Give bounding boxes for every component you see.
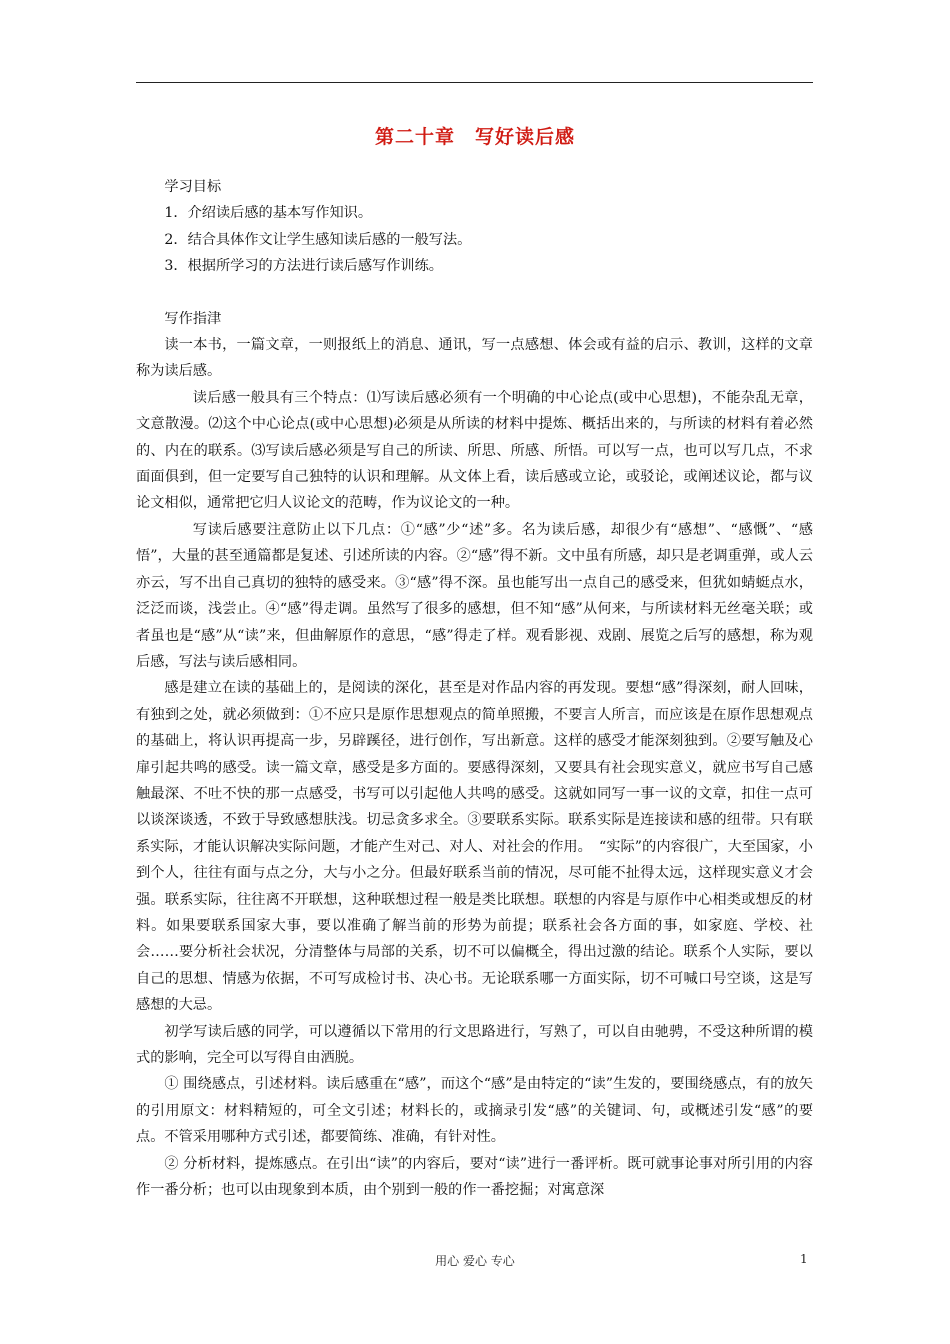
goals-heading: 学习目标 (164, 179, 222, 195)
goal-item: 3．根据所学习的方法进行读后感写作训练。 (164, 258, 443, 275)
spacer (136, 280, 813, 306)
header-rule (136, 82, 813, 83)
chapter-title: 第二十章 写好读后感 (374, 126, 575, 148)
goal-item: 2．结合具体作文让学生感知读后感的一般写法。 (164, 231, 472, 248)
page-number: 1 (800, 1252, 808, 1266)
guide-heading: 写作指津 (164, 310, 222, 327)
body-paragraph: 初学写读后感的同学，可以遵循以下常用的行文思路进行，写熟了，可以自由驰骋，不受这种所谓的模式的影响，完全可以写得自由洒脱。 (136, 1023, 813, 1066)
goal-item: 1．介绍读后感的基本写作知识。 (164, 205, 373, 222)
footer-motto: 用心 爱心 专心 (435, 1254, 515, 1268)
body-paragraph: ① 围绕感点，引述材料。读后感重在“感”，而这个“感”是由特定的“读”生发的，要围绕感点，有的放矢的引用原文：材料精短的，可全文引述；材料长的，或摘录引发“感”的关键词、句，或概述引发“感”的要点。不管采用哪种方式引述，都要简练、准确，有针对性。 (136, 1076, 814, 1146)
body-paragraph: 写读后感要注意防止以下几点：①“感”少“述”多。名为读后感，却很少有“感想”、“感慨”、“感悟”，大量的甚至通篇都是复述、引述所读的内容。②“感”得不新。文中虽有所感，却只是老调重弹，或人云亦云，写不出自己真切的独特的感受来。③“感”得不深。虽也能写出一点自己的感受来，但犹如蜻蜓点水，泛泛而谈，浅尝止。④“感”得走调。虽然写了很多的感想，但不知“感”从何来，与所读材料无丝毫关联；或者虽也是“感”从“读”来，但曲解原作的意思，“感”得走了样。观看影视、戏剧、展览之后写的感想，称为观后感，写法与读后感相同。 (136, 521, 813, 670)
body-paragraph: 感是建立在读的基础上的，是阅读的深化，甚至是对作品内容的再发现。要想“感”得深刻，耐人回味，有独到之处，就必须做到：①不应只是原作思想观点的简单照搬，不要言人所言，而应该是在原作思想观点的基础上，将认识再提高一步，另辟蹊径，进行创作，写出新意。这样的感受才能深刻独到。②要写触及心扉引起共鸣的感受。读一篇文章，感受是多方面的。要感得深刻，又要具有社会现实意义，就应书写自己感触最深、不吐不快的那一点感受，书写可以引起他人共鸣的感受。这就如同写一事一议的文章，扣住一点可以谈深谈透，不致于导致感想肤浅。切忌贪多求全。③要联系实际。联系实际是连接读和感的纽带。只有联系实际，才能认识解决实际问题，才能产生对己、对人、对社会的作用。 “实际”的内容很广，大至国家，小到个人，往往有面与点之分，大与小之分。但最好联系当前的情况，尽可能不扯得太远，这样现实意义才会强。联系实际，往往离不开联想，这种联想过程一般是类比联想。联想的内容是与原作中心相类或想反的材料。如果要联系国家大事，要以准确了解当前的形势为前提；联系社会各方面的事，如家庭、学校、社会……要分析社会状况，分清整体与局部的关系，切不可以偏概全，得出过激的结论。联系个人实际，要以自己的思想、情感为依据，不可写成检讨书、决心书。无论联系哪一方面实际，切不可喊口号空谈，这是写感想的大忌。 (136, 680, 813, 1014)
document-body (136, 174, 813, 1203)
body-paragraph: 读一本书，一篇文章，一则报纸上的消息、通讯，写一点感想、体会或有益的启示、教训，这样的文章称为读后感。 (136, 337, 813, 380)
body-paragraph: ② 分析材料，提炼感点。在引出“读”的内容后，要对“读”进行一番评析。既可就事论事对所引用的内容作一番分析；也可以由现象到本质，由个别到一般的作一番挖掘；对寓意深 (136, 1155, 813, 1199)
body-paragraph: 读后感一般具有三个特点：⑴写读后感必须有一个明确的中心论点(或中心思想)，不能杂乱无章，文意散漫。⑵这个中心论点(或中心思想)必须是从所读的材料中提炼、概括出来的，与所读的材料有着必然的、内在的联系。⑶写读后感必须是写自己的所读、所思、所感、所悟。可以写一点，也可以写几点，不求面面俱到，但一定要写自己独特的认识和理解。从文体上看，读后感或立论，或驳论，或阐述议论，都与议论文相似，通常把它归人议论文的范畴，作为议论文的一种。 (136, 389, 813, 512)
